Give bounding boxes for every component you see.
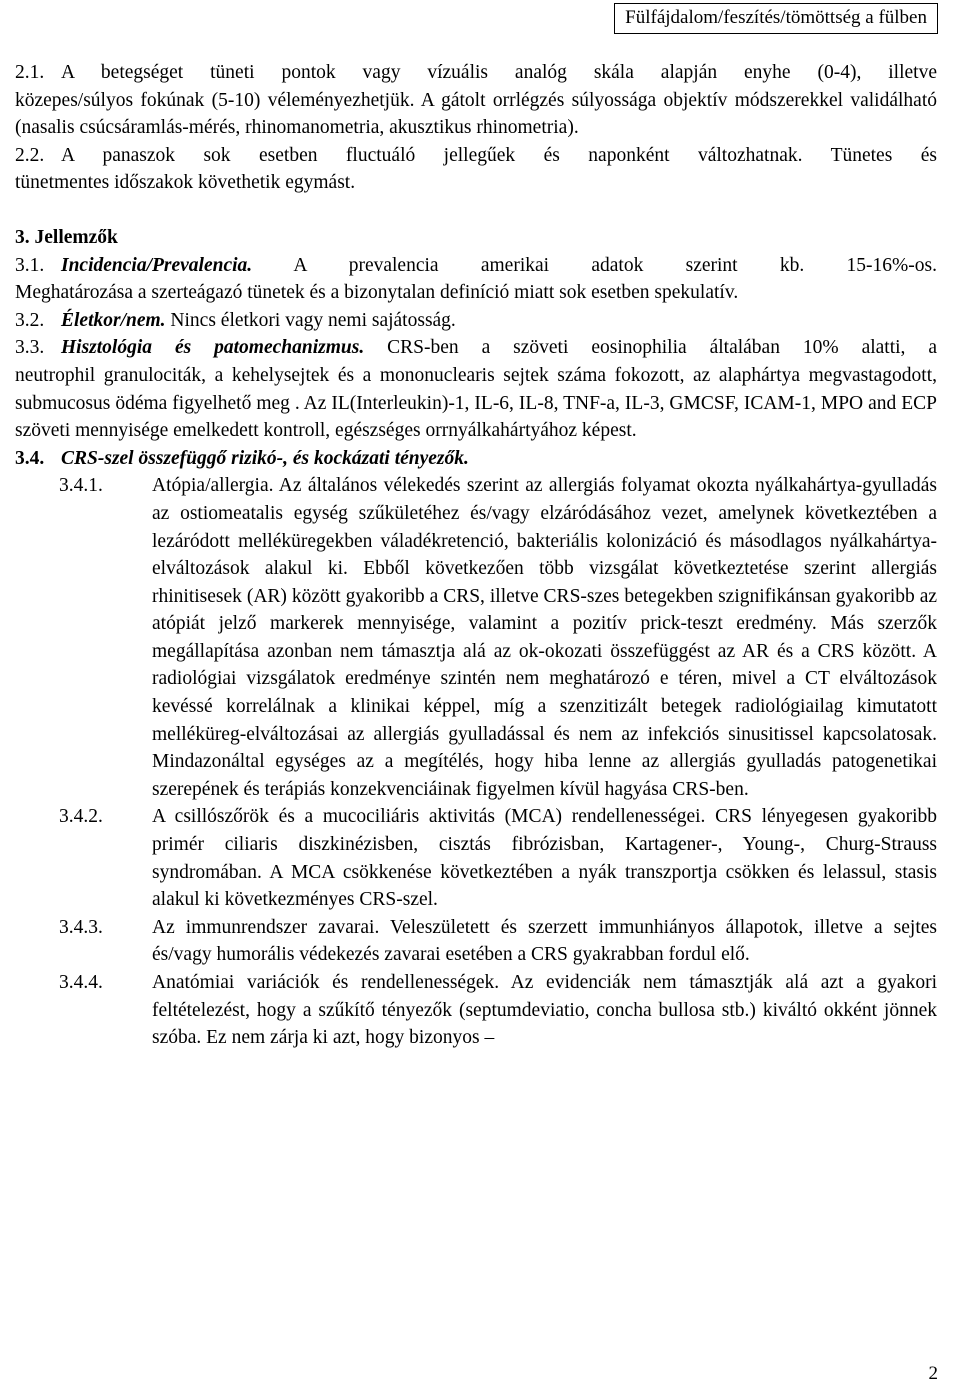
section-text: A betegséget tüneti pontok vagy vízuális analóg skála alapján enyhe (0-4), illetve [61, 62, 937, 83]
section-3-1 [15, 252, 937, 307]
section-3-4-2 [59, 803, 937, 913]
section-number: 3.3. [15, 337, 45, 359]
section-text-continued: tünetmentes időszakok követhetik egymást. [15, 172, 356, 194]
section-text-continued: neutrophil granulociták, a kehelysejtek és a mononuclearis sejtek száma fokozott, az alaphártya megvastagodott, submucosus ödéma figyelhető meg . Az IL(Interleukin)-1, IL-6, IL-8, TNF-a, IL-3, GMCSF, ICAM-1, MPO and ECP szöveti mennyisége emelkedett kontroll, egészséges orrnyálkahártyához képest. [15, 364, 937, 442]
section-3-4-4 [59, 969, 937, 1052]
section-number: 3.1. [15, 254, 45, 276]
section-text: Atópia/allergia. Az általános vélekedés szerint az allergiás folyamat okozta nyálkahártya-gyulladás az ostiomeatalis egység szűkületéhez és/vagy elzáródásához vezet, amelynek következtében a lezáródott melléküregekben váladékretenció, bakteriális kolonizáció és másodlagos nyálkahártya-elváltozások alakul ki. Ebből következően több vizsgálat következtetése szerint allergiás rhinitisesek (AR) között gyakoribb a CRS, illetve CRS-szes betegekben szignifikánsan gyakoribb az atópiát jelző markerek mennyisége, valamint a pozitív prick-teszt eredmény. Más szerzők megállapítása azonban nem támasztja alá az ok-okozati összefüggést az AR és a CRS között. A radiológiai vizsgálatok eredménye szintén nem meghatározó e téren, mivel a CT elváltozások kevéssé korrelálnak a klinikai képpel, míg a szenzitizált betegek radiológiailag kimutatott melléküreg-elváltozásai az allergiás gyulladással és nem az infekciós sinusitissel kapcsolatosak. Mindazonáltal egységes az a megítélés, hogy hiba lenne az allergiás gyulladás patogenetikai szerepének és terápiás konzekvenciáinak figyelmen kívül hagyása CRS-ben. [152, 475, 937, 800]
section-text-continued: közepes/súlyos fokúnak (5-10) véleményezhetjük. A gátolt orrlégzés súlyossága objektív módszerekkel validálható (nasalis csúcsáramlás-mérés, rhinomanometria, akusztikus rhinometria). [15, 89, 937, 139]
section-3-4 [15, 445, 937, 473]
section-text: Anatómiai variációk és rendellenességek. Az evidenciák nem támasztják alá azt a gyakori feltételezést, hogy a szűkítő tényezők (septumdeviatio, concha bullosa stb.) kiváltó okként jönnek szóba. Ez nem zárja ki azt, hogy bizonyos – [152, 972, 937, 1049]
section-number: 3.4.3. [59, 916, 103, 938]
section-number: 2.1. [15, 62, 45, 83]
section-text: A csillószőrök és a mucociliáris aktivitás (MCA) rendellenességei. CRS lényegesen gyakoribb primér ciliaris diszkinézisben, cisztás fibrózisban, Kartagener-, Young-, Churg-Strauss syndromában. A MCA csökkenése következtében a nyák transzportja csökken és lelassul, stasis alakul ki következményes CRS-szel. [152, 806, 937, 911]
running-header: Fülfájdalom/feszítés/tömöttség a fülben [614, 3, 938, 34]
section-text: A panaszok sok esetben fluctuáló jellegűek és naponként változhatnak. Tünetes és [61, 144, 937, 166]
section-number: 3.4.2. [59, 806, 103, 828]
section-number: 3.4.4. [59, 972, 103, 993]
page-number: 2 [928, 1363, 938, 1384]
section-number: 3.4.1. [59, 475, 103, 497]
section-text: Nincs életkori vagy nemi sajátosság. [165, 309, 456, 331]
section-title: Hisztológia és patomechanizmus. [61, 337, 365, 359]
section-3-3 [15, 334, 937, 444]
document-body [15, 59, 937, 1052]
section-title: Életkor/nem. [61, 309, 166, 331]
section-number: 2.2. [15, 144, 45, 166]
section-3-4-1 [59, 472, 937, 803]
section-title: CRS-szel összefüggő rizikó-, és kockázati tényezők. [61, 447, 469, 469]
section-number: 3.4. [15, 447, 45, 469]
section-text: A prevalencia amerikai adatok szerint kb. 15-16%-os. [252, 254, 937, 276]
section-3-4-3 [59, 914, 937, 969]
section-number: 3.2. [15, 309, 45, 331]
section-text: CRS-ben a szöveti eosinophilia általában 10% alatti, a [364, 337, 938, 359]
section-2-1 [15, 59, 937, 142]
section-text-continued: Meghatározása a szerteágazó tünetek és a bizonytalan definíció miatt sok esetben spekulatív. [15, 282, 739, 304]
section-heading: 3. Jellemzők [15, 226, 118, 248]
section-3-2 [15, 307, 937, 335]
section-2-2 [15, 142, 937, 197]
section-title: Incidencia/Prevalencia. [61, 254, 253, 276]
section-text: Az immunrendszer zavarai. Veleszületett és szerzett immunhiányos állapotok, illetve a sejtes és/vagy humorális védekezés zavarai esetében a CRS gyakrabban fordul elő. [152, 916, 937, 966]
